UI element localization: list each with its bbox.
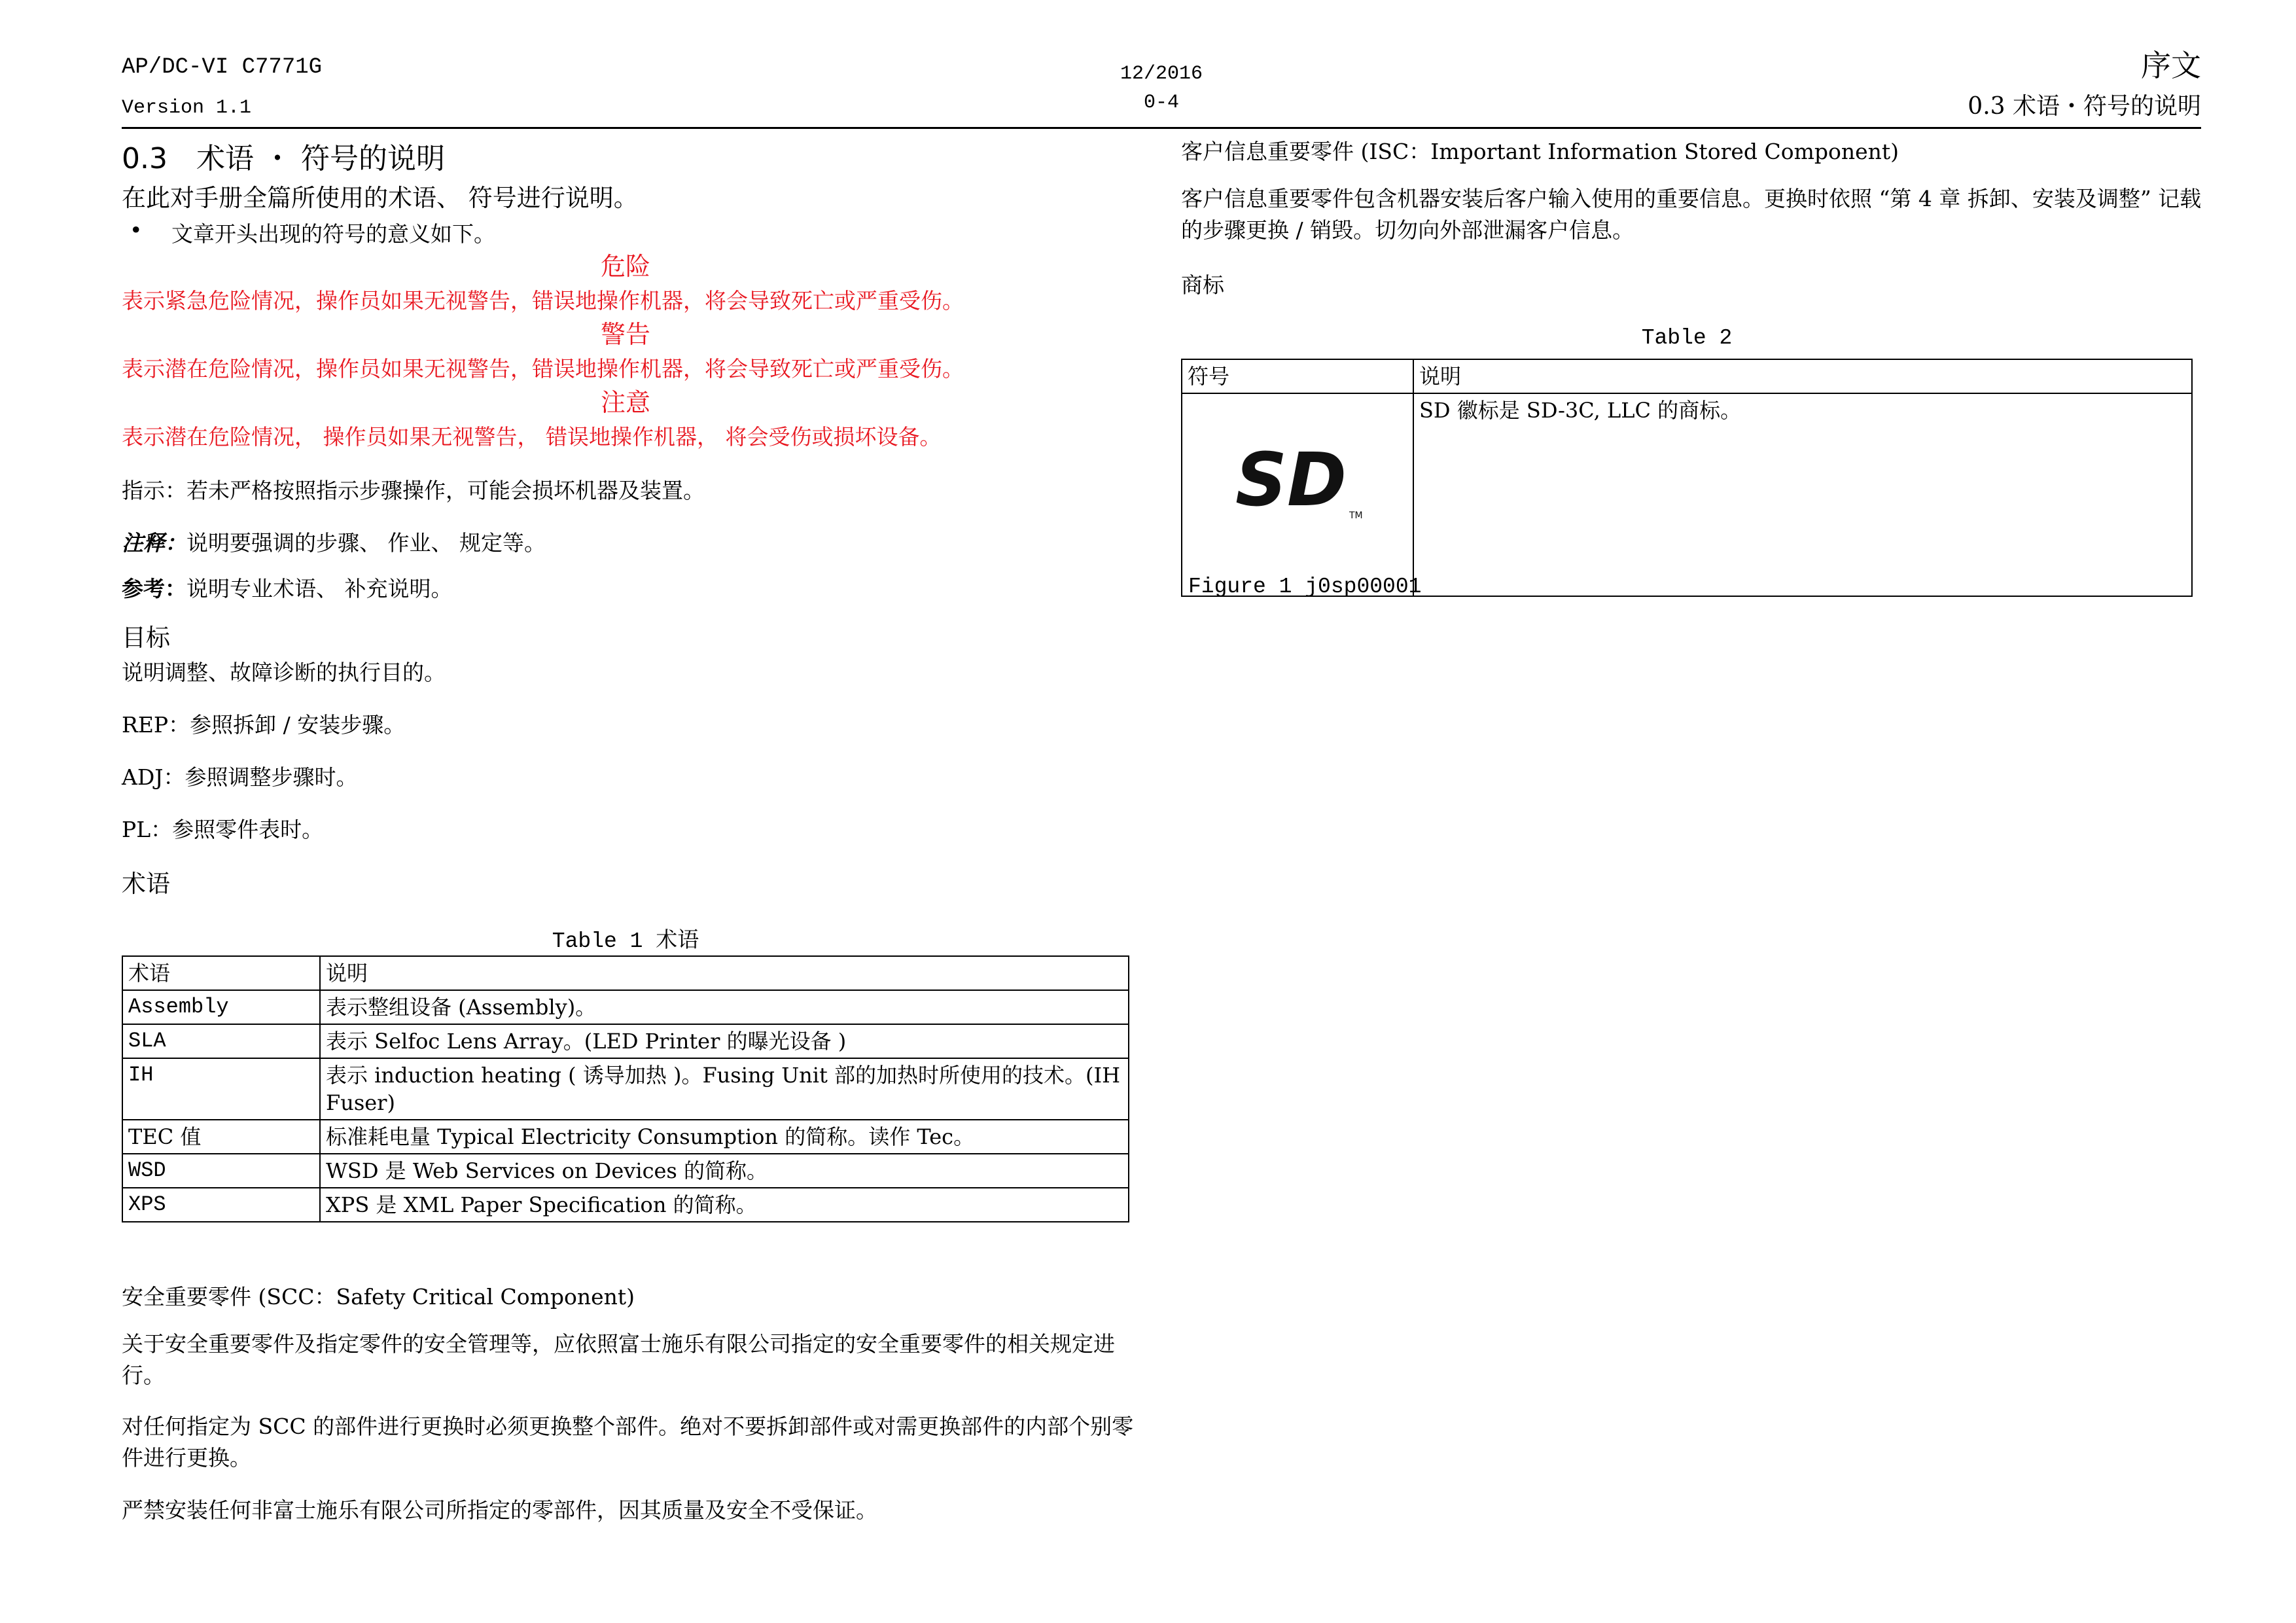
reference-text: 说明专业术语、 补充说明。 bbox=[186, 576, 453, 601]
table-header-cell: 说明 bbox=[320, 956, 1129, 990]
sd-logo-icon bbox=[1230, 432, 1371, 530]
terms-heading: 术语 bbox=[122, 870, 170, 898]
rep-text: REP：参照拆卸 / 安装步骤。 bbox=[122, 712, 406, 738]
scc-paragraph-1: 关于安全重要零件及指定零件的安全管理等，应依照富士施乐有限公司指定的安全重要零件的相关规定进行。 bbox=[122, 1331, 1115, 1388]
table-header-cell: 说明 bbox=[1413, 359, 2192, 393]
table-row bbox=[122, 1120, 1129, 1154]
sd-logo-text: SD bbox=[1235, 438, 1347, 523]
instruction-text: 指示：若未严格按照指示步骤操作，可能会损坏机器及装置。 bbox=[122, 478, 705, 503]
table-header-row bbox=[1182, 359, 2192, 393]
pl-text: PL：参照零件表时。 bbox=[122, 817, 324, 842]
danger-text: 表示紧急危险情况，操作员如果无视警告，错误地操作机器，将会导致死亡或严重受伤。 bbox=[122, 288, 964, 313]
table-cell-desc: SD 徽标是 SD-3C, LLC 的商标。 bbox=[1413, 393, 2192, 596]
table-header-cell: 符号 bbox=[1182, 359, 1413, 393]
table-cell-desc: 表示整组设备 (Assembly)。 bbox=[320, 990, 1129, 1024]
table-cell-term: Assembly bbox=[122, 990, 320, 1024]
page-number: 0-4 bbox=[1143, 92, 1179, 114]
table-cell-term: IH bbox=[122, 1058, 320, 1120]
purpose-text: 说明调整、故障诊断的执行目的。 bbox=[122, 660, 446, 685]
adj-text: ADJ：参照调整步骤时。 bbox=[122, 764, 358, 790]
section-intro: 在此对手册全篇所使用的术语、 符号进行说明。 bbox=[122, 184, 638, 212]
isc-text: 客户信息重要零件包含机器安装后客户输入使用的重要信息。更换时依照 “第 4 章 拆卸、安装及调整” 记载的步骤更换 / 销毁。切勿向外部泄漏客户信息。 bbox=[1181, 186, 2202, 243]
table-cell-term: TEC 值 bbox=[122, 1120, 320, 1154]
header-divider bbox=[122, 127, 2201, 129]
terms-table bbox=[122, 955, 1129, 1222]
caution-label: 注意 bbox=[600, 388, 650, 417]
scc-paragraph-3: 严禁安装任何非富士施乐有限公司所指定的零部件，因其质量及安全不受保证。 bbox=[122, 1497, 877, 1523]
table-cell-desc: 标准耗电量 Typical Electricity Consumption 的简称。读作 Tec。 bbox=[320, 1120, 1129, 1154]
section-header: 0.3 术语・符号的说明 bbox=[1968, 93, 2201, 120]
table-row bbox=[122, 1154, 1129, 1188]
table-row bbox=[122, 1188, 1129, 1222]
warning-text: 表示潜在危险情况，操作员如果无视警告，错误地操作机器，将会导致死亡或严重受伤。 bbox=[122, 356, 964, 382]
page-title: 0.3 术语 ・ 符号的说明 bbox=[122, 142, 445, 175]
table-header-cell: 术语 bbox=[122, 956, 320, 990]
table-cell-term: WSD bbox=[122, 1154, 320, 1188]
table-cell-desc: 表示 Selfoc Lens Array。(LED Printer 的曝光设备 ) bbox=[320, 1024, 1129, 1058]
warning-label: 警告 bbox=[600, 320, 650, 349]
table1-caption: Table 1 术语 bbox=[552, 929, 699, 954]
table2-caption: Table 2 bbox=[1641, 326, 1733, 350]
scc-paragraph-2: 对任何指定为 SCC 的部件进行更换时必须更换整个部件。绝对不要拆卸部件或对需更换部件的内部个别零件进行更换。 bbox=[122, 1414, 1134, 1471]
danger-label: 危险 bbox=[600, 252, 650, 281]
bullet-icon: • bbox=[130, 217, 143, 243]
document-version: Version 1.1 bbox=[122, 97, 252, 119]
note-line bbox=[122, 526, 546, 557]
chapter-title: 序文 bbox=[2141, 48, 2201, 83]
document-date: 12/2016 bbox=[1120, 63, 1203, 85]
reference-line bbox=[122, 572, 453, 603]
caution-text: 表示潜在危险情况， 操作员如果无视警告， 错误地操作机器， 将会受伤或损坏设备。 bbox=[122, 424, 942, 450]
table-cell-term: XPS bbox=[122, 1188, 320, 1222]
table-row bbox=[122, 1024, 1129, 1058]
purpose-heading: 目标 bbox=[122, 624, 170, 652]
table-cell-desc: WSD 是 Web Services on Devices 的简称。 bbox=[320, 1154, 1129, 1188]
table-cell-desc: 表示 induction heating ( 诱导加热 )。Fusing Unit 部的加热时所使用的技术。(IH Fuser) bbox=[320, 1058, 1129, 1120]
note-text: 说明要强调的步骤、 作业、 规定等。 bbox=[186, 530, 546, 556]
reference-label: 参考： bbox=[122, 576, 186, 601]
table-header-row bbox=[122, 956, 1129, 990]
sd-logo-tm: TM bbox=[1349, 510, 1363, 521]
bullet-text: 文章开头出现的符号的意义如下。 bbox=[171, 221, 495, 247]
table-row bbox=[122, 990, 1129, 1024]
trademark-heading: 商标 bbox=[1181, 272, 1224, 298]
scc-heading: 安全重要零件 (SCC：Safety Critical Component) bbox=[122, 1284, 635, 1310]
table-cell-term: SLA bbox=[122, 1024, 320, 1058]
table-cell-desc: XPS 是 XML Paper Specification 的简称。 bbox=[320, 1188, 1129, 1222]
note-label: 注释： bbox=[122, 530, 186, 556]
document-model: AP/DC-VI C7771G bbox=[122, 55, 323, 80]
figure-caption: Figure 1 j0sp00001 bbox=[1188, 575, 1422, 599]
table-row bbox=[122, 1058, 1129, 1120]
isc-heading: 客户信息重要零件 (ISC：Important Information Stored Component) bbox=[1181, 139, 1899, 164]
